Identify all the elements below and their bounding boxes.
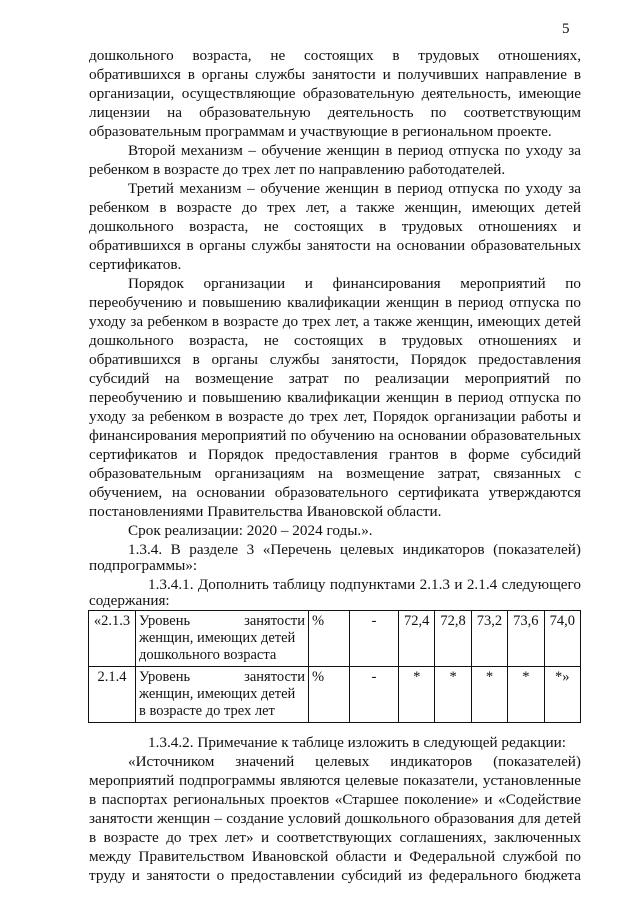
text-line: уходу за ребенком в возрасте до трех лет, Порядок организации работы и (89, 408, 581, 425)
indicator-value: * (508, 667, 544, 723)
text-line: в паспортах региональных проектов «Старшее поколение» и «Содействие (89, 791, 581, 808)
text-line: уходу за ребенком в возрасте до трех лет, а также женщин, имеющих детей (89, 313, 581, 330)
text-line: 1.3.4. В разделе 3 «Перечень целевых индикаторов (показателей) (128, 541, 581, 558)
text-line: финансирования мероприятий по обучению на основании образовательных (89, 427, 581, 444)
indicator-value: *» (544, 667, 580, 723)
indicator-unit: % (309, 611, 350, 667)
text-line: занятости женщин – создание условий дошкольного образования для детей (89, 810, 581, 827)
text-line: мероприятий подпрограммы являются целевые показатели, установленные (89, 772, 581, 789)
indicator-value: * (435, 667, 471, 723)
indicator-value: 73,2 (471, 611, 507, 667)
text-line: между Правительством Ивановской области и Федеральной службой по (89, 848, 581, 865)
text-line: образовательным программам и участвующие в региональном проекте. (89, 123, 552, 140)
text-line: Третий механизм – обучение женщин в период отпуска по уходу за (128, 180, 581, 197)
text-line: обратившихся в органы службы занятости, Порядок предоставления (89, 351, 581, 368)
text-line: Срок реализации: 2020 – 2024 годы.». (128, 522, 373, 539)
indicator-code: «2.1.3 (89, 611, 136, 667)
text-line: подпрограммы»: (89, 557, 198, 574)
text-line: ребенком в возрасте до трех лет по направлению работодателей. (89, 161, 506, 178)
indicator-name-line: женщин, имеющих детей (139, 686, 296, 702)
text-line: дошкольного возраста, не состоящих в трудовых отношениях, (89, 47, 581, 64)
text-line: лицензии на образовательную деятельность по соответствующим (89, 104, 581, 121)
indicator-name-line: в возрасте до трех лет (139, 703, 275, 719)
text-line: сертификатов. (89, 256, 182, 273)
text-line: ребенком в возрасте до трех лет, а также женщин, имеющих детей (89, 199, 581, 216)
indicator-value: 72,4 (399, 611, 435, 667)
text-line: труду и занятости о предоставлении субсидий из федерального бюджета (89, 867, 581, 884)
page-number: 5 (562, 21, 570, 37)
text-line: 1.3.4.1. Дополнить таблицу подпунктами 2.1.3 и 2.1.4 следующего (148, 576, 581, 593)
indicator-name-line: дошкольного возраста (139, 647, 277, 663)
indicator-value: 72,8 (435, 611, 471, 667)
indicator-value: * (471, 667, 507, 723)
text-line: переобучению и повышению квалификации женщин в период отпуска по (89, 389, 581, 406)
text-line: дошкольного возраста, не состоящих в трудовых отношениях и (89, 332, 581, 349)
text-line: организации, осуществляющие образовательную деятельность, имеющие (89, 85, 581, 102)
indicator-unit: % (309, 667, 350, 723)
text-line: «Источником значений целевых индикаторов (показателей) (128, 753, 581, 770)
indicator-base: - (350, 667, 399, 723)
table-row (89, 611, 581, 667)
text-line: дошкольного возраста, не состоящих в трудовых отношениях и (89, 218, 581, 235)
text-line: в возрасте до трех лет» и соответствующих соглашениях, заключенных (89, 829, 581, 846)
text-line: сертификатов и Порядок предоставления грантов в форме субсидий (89, 446, 581, 463)
text-line: Порядок организации и финансирования мероприятий по (128, 275, 581, 292)
text-line: обучением, на основании образовательного сертификата утверждаются (89, 484, 581, 501)
text-line: обратившихся в органы службы занятости на основании образовательных (89, 237, 581, 254)
text-line: Второй механизм – обучение женщин в период отпуска по уходу за (128, 142, 581, 159)
text-line: 1.3.4.2. Примечание к таблице изложить в следующей редакции: (148, 734, 566, 751)
indicator-name-line: женщин, имеющих детей (139, 630, 296, 646)
text-line: субсидий на возмещение затрат по реализации мероприятий по (89, 370, 581, 387)
text-line: постановлениями Правительства Ивановской области. (89, 503, 442, 520)
table-row (89, 667, 581, 723)
indicator-name-line: Уровень занятости (139, 669, 305, 685)
indicator-base: - (350, 611, 399, 667)
text-line: переобучению и повышению квалификации женщин в период отпуска по (89, 294, 581, 311)
text-line: обратившихся в органы службы занятости и получивших направление в (89, 66, 581, 83)
text-line: содержания: (89, 592, 170, 609)
indicator-value: * (399, 667, 435, 723)
indicator-code: 2.1.4 (89, 667, 136, 723)
text-line: образовательным организациям на возмещение затрат, связанных с (89, 465, 581, 482)
indicator-value: 74,0 (544, 611, 580, 667)
indicator-name (136, 667, 309, 723)
indicator-name (136, 611, 309, 667)
indicator-name-line: Уровень занятости (139, 613, 305, 629)
indicator-value: 73,6 (508, 611, 544, 667)
indicators-table (88, 610, 581, 723)
